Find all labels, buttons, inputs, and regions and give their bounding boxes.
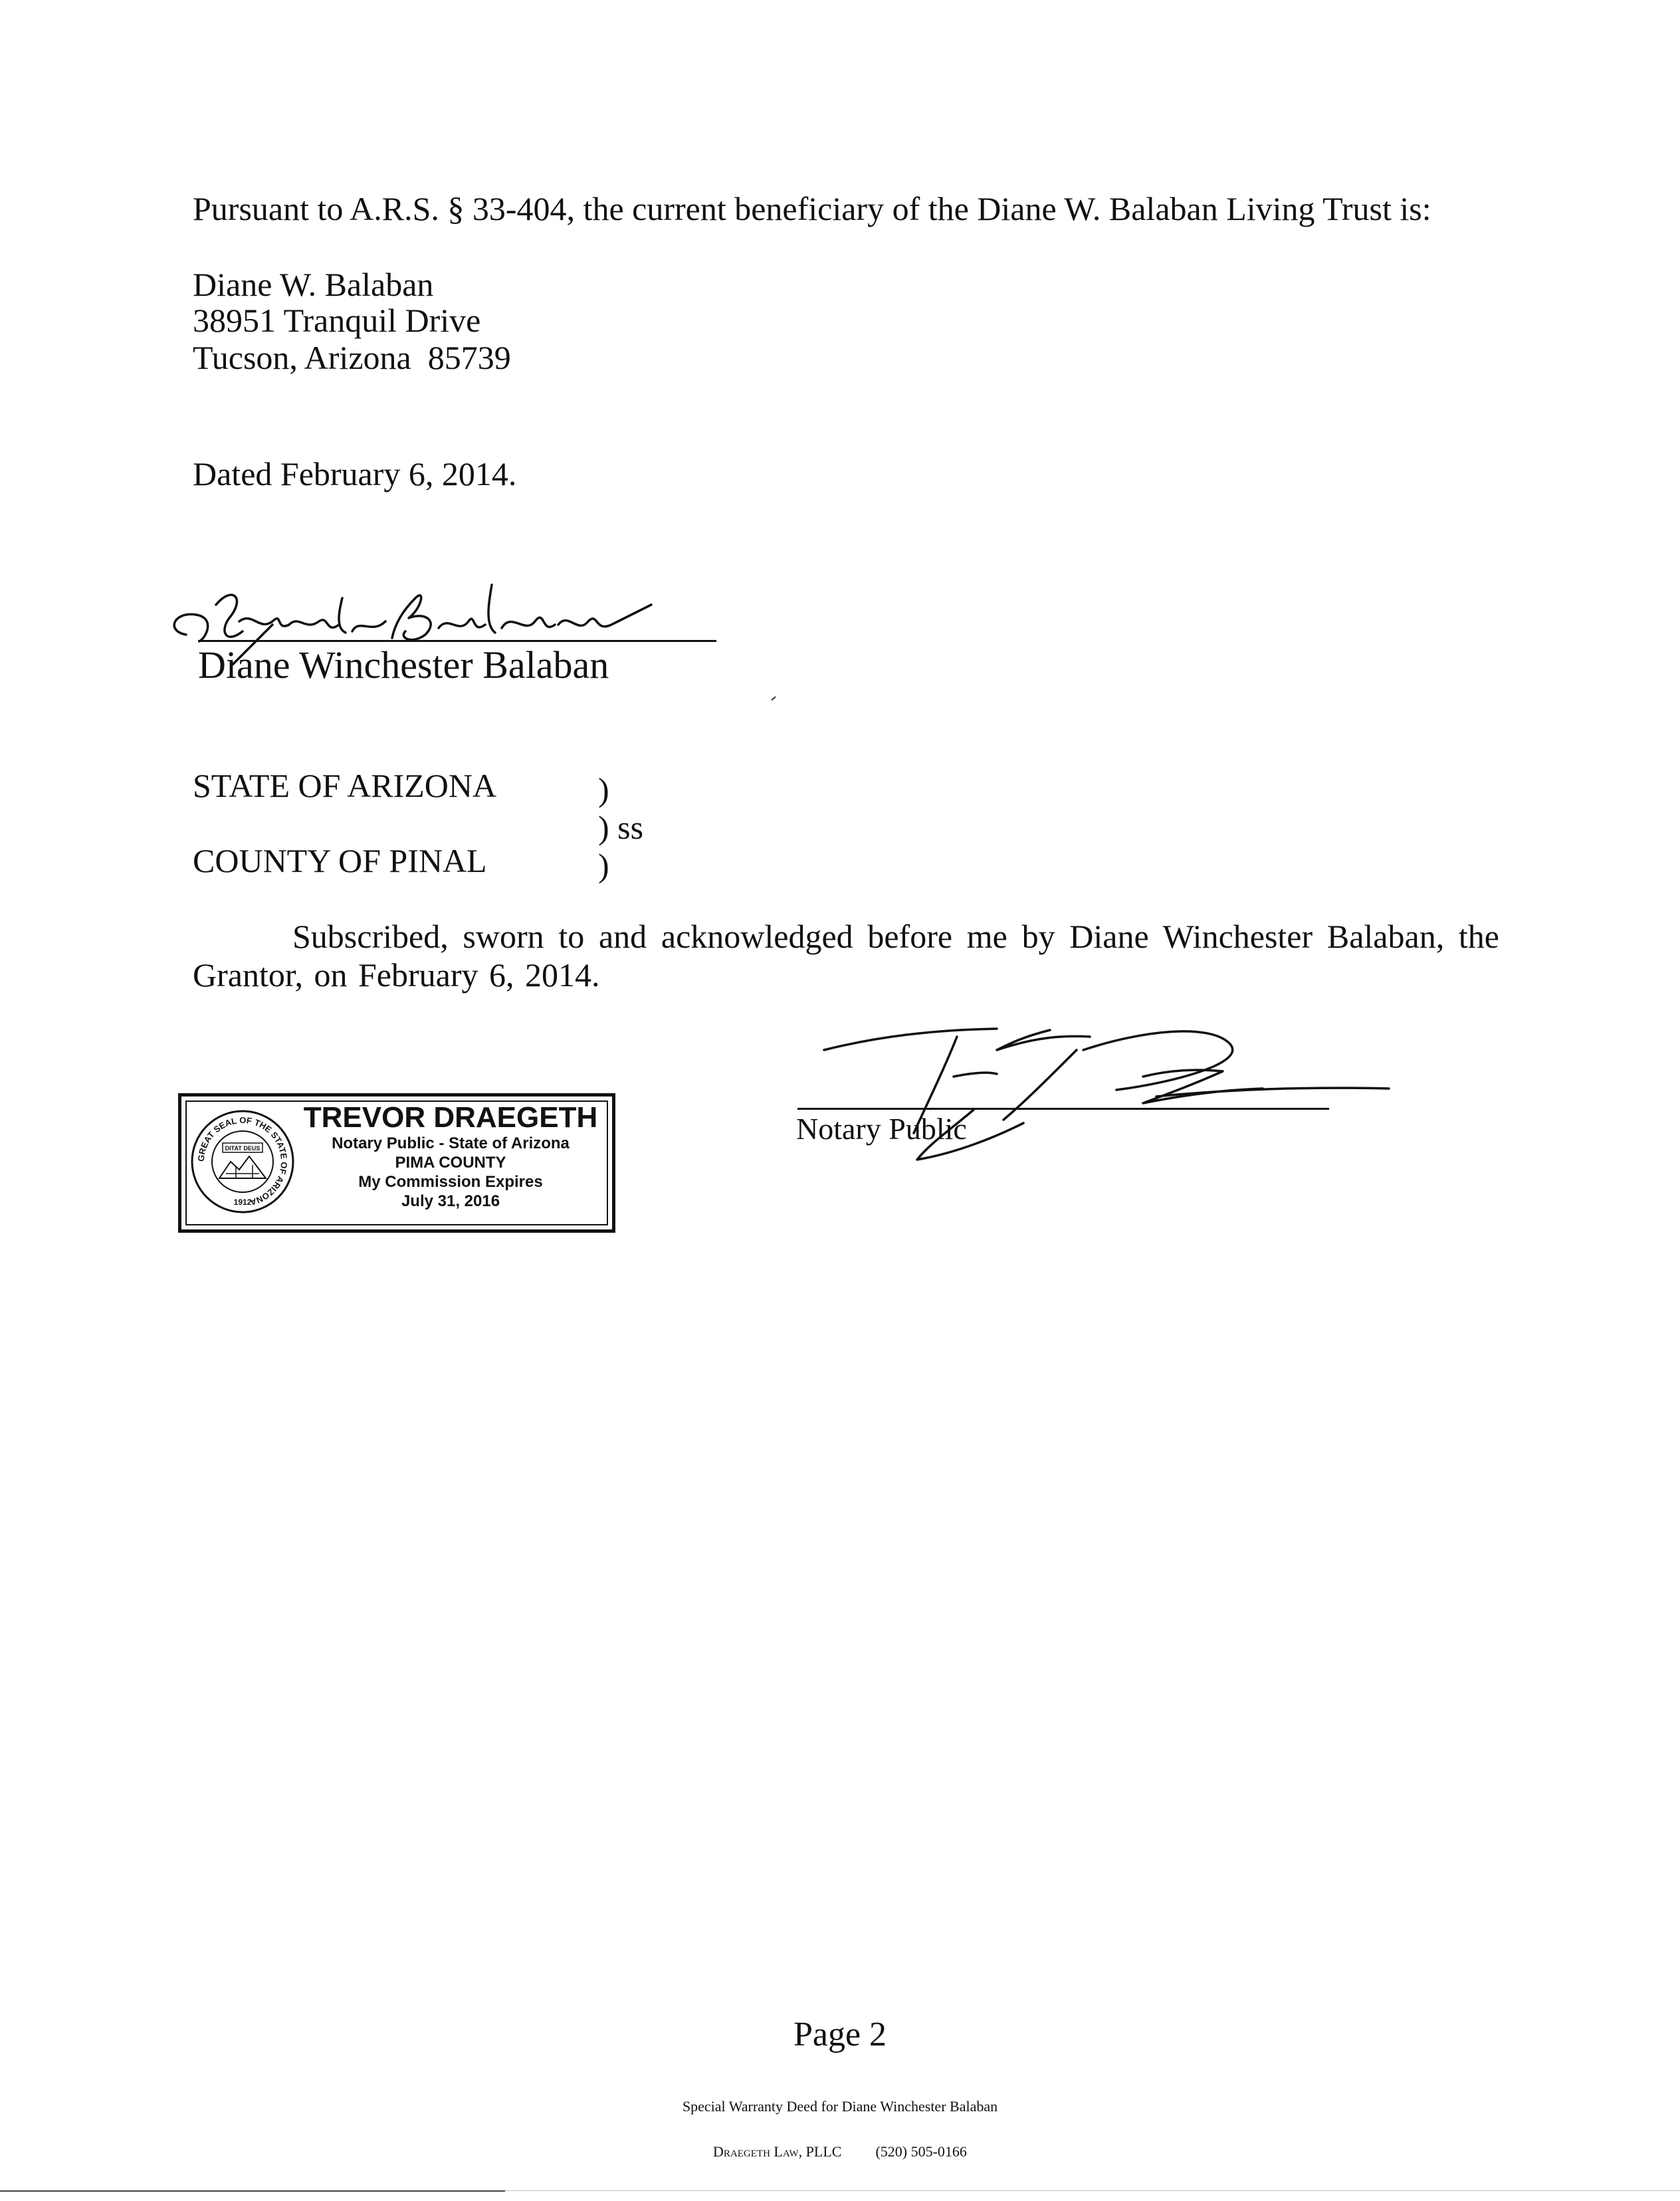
stamp-notary-title: Notary Public - State of Arizona <box>332 1134 570 1152</box>
stamp-commission-date: July 31, 2016 <box>401 1192 500 1210</box>
footer-phone: (520) 505-0166 <box>875 2143 967 2160</box>
notary-public-label: Notary Public <box>796 1112 967 1146</box>
stray-mark <box>771 696 776 701</box>
acknowledgment-paragraph: Subscribed, sworn to and acknowledged before me by Diane Winchester Balaban, the Grantor, on February 6, 2014. <box>193 918 1499 994</box>
grantor-printed-name: Diane Winchester Balaban <box>198 643 609 686</box>
scan-edge-line <box>0 2190 505 2192</box>
seal-ring-text: GREAT SEAL OF THE STATE OF ARIZONA <box>195 1114 290 1207</box>
beneficiary-city: Tucson, Arizona 85739 <box>193 339 511 376</box>
notary-stamp <box>178 1093 615 1233</box>
seal-motto: DITAT DEUS <box>225 1145 261 1152</box>
stamp-text-block <box>294 1102 607 1211</box>
beneficiary-statement: Pursuant to A.R.S. § 33-404, the current beneficiary of the Diane W. Balaban Living Trust is: <box>193 190 1431 227</box>
beneficiary-street: 38951 Tranquil Drive <box>193 302 481 339</box>
page-number: Page 2 <box>793 2016 887 2053</box>
venue-paren-top: ) <box>598 771 609 808</box>
venue-county: COUNTY OF PINAL <box>193 842 487 879</box>
arizona-seal-icon <box>189 1108 296 1215</box>
venue-paren-ss: ) ss <box>598 809 644 846</box>
footer-firm-name: Draegeth Law, PLLC <box>713 2143 842 2160</box>
beneficiary-name: Diane W. Balaban <box>193 266 434 303</box>
footer-document-title: Special Warranty Deed for Diane Winchester Balaban <box>682 2098 998 2115</box>
footer-firm-line <box>0 2143 1680 2161</box>
notary-signature-line <box>797 1108 1329 1110</box>
svg-text:GREAT SEAL OF THE STATE OF ARI <box>196 1115 289 1207</box>
stamp-notary-name: TREVOR DRAEGETH <box>303 1101 598 1134</box>
stamp-commission-label: My Commission Expires <box>358 1173 543 1191</box>
venue-paren-bottom: ) <box>598 847 609 884</box>
dated-line: Dated February 6, 2014. <box>193 455 517 492</box>
venue-state: STATE OF ARIZONA <box>193 767 497 804</box>
scan-edge-line-faint <box>505 2190 1680 2191</box>
stamp-county: PIMA COUNTY <box>395 1154 506 1172</box>
seal-year: 1912 <box>233 1198 252 1207</box>
grantor-signature-line <box>198 640 716 642</box>
